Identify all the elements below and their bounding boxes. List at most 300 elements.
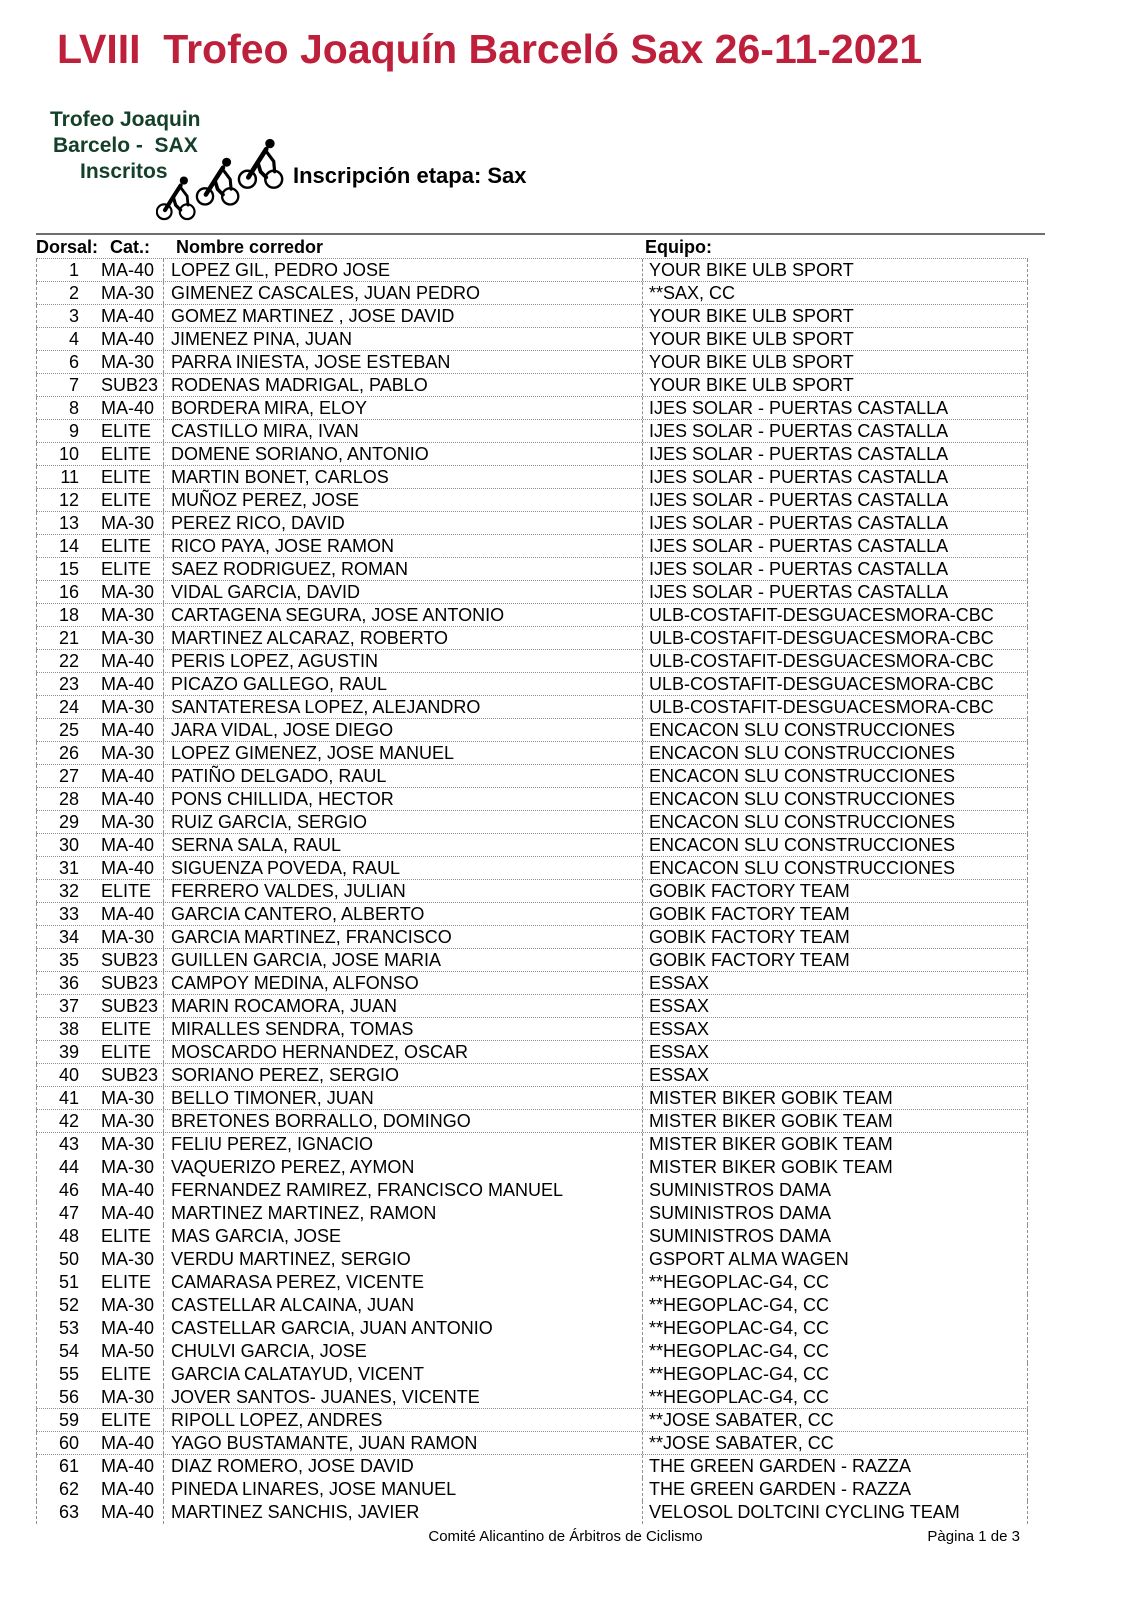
page-title: LVIII Trofeo Joaquín Barceló Sax 26-11-2021 [57,26,923,72]
table-row [36,1087,1028,1110]
team-cell: YOUR BIKE ULB SPORT [642,374,1029,396]
dorsal-number: 63 [58,1502,79,1522]
category-label: ELITE [101,421,152,441]
category-label: MA-30 [101,1157,155,1177]
team-cell: **HEGOPLAC-G4, CC [642,1317,1029,1340]
category-label: ELITE [101,1226,152,1246]
dorsal-number: 36 [58,973,79,993]
rider-name-cell: VERDU MARTINEZ, SERGIO [163,1248,642,1271]
rider-name-cell: JARA VIDAL, JOSE DIEGO [163,719,642,741]
rider-name-cell: MIRALLES SENDRA, TOMAS [163,1018,642,1040]
table-row [36,443,1028,466]
team-cell: **HEGOPLAC-G4, CC [642,1363,1029,1386]
rider-name-cell: CHULVI GARCIA, JOSE [163,1340,642,1363]
category-label: MA-50 [101,1341,155,1361]
rider-name-cell: RIPOLL LOPEZ, ANDRES [163,1409,642,1431]
rider-name-cell: CASTELLAR ALCAINA, JUAN [163,1294,642,1317]
team-cell: GOBIK FACTORY TEAM [642,903,1029,925]
dorsal-number: 21 [58,628,79,648]
table-row [36,857,1028,880]
table-row [36,581,1028,604]
table-row [36,972,1028,995]
rider-name-cell: CASTELLAR GARCIA, JUAN ANTONIO [163,1317,642,1340]
category-label: ELITE [101,1272,152,1292]
rider-name-cell: MUÑOZ PEREZ, JOSE [163,489,642,511]
category-label: SUB23 [101,950,159,970]
category-label: MA-30 [101,1249,155,1269]
rider-name-cell: GUILLEN GARCIA, JOSE MARIA [163,949,642,971]
dorsal-number: 24 [58,697,79,717]
dorsal-number: 14 [58,536,79,556]
rider-name-cell: CAMARASA PEREZ, VICENTE [163,1271,642,1294]
rider-name-cell: GARCIA MARTINEZ, FRANCISCO [163,926,642,948]
table-row [36,903,1028,926]
dorsal-cat-cell [37,259,163,281]
team-cell: SUMINISTROS DAMA [642,1225,1029,1248]
dorsal-number: 30 [58,835,79,855]
dorsal-cat-cell [37,1432,163,1454]
dorsal-cat-cell [37,1133,163,1156]
dorsal-number: 10 [58,444,79,464]
dorsal-cat-cell [37,949,163,971]
dorsal-number: 29 [58,812,79,832]
team-cell: **JOSE SABATER, CC [642,1409,1029,1431]
team-cell: ULB-COSTAFIT-DESGUACESMORA-CBC [642,627,1029,649]
dorsal-cat-cell [37,351,163,373]
dorsal-number: 54 [58,1341,79,1361]
rider-name-cell: MARTIN BONET, CARLOS [163,466,642,488]
rider-name-cell: DIAZ ROMERO, JOSE DAVID [163,1455,642,1478]
table-row [36,1156,1028,1179]
team-cell: YOUR BIKE ULB SPORT [642,328,1029,350]
table-row [36,282,1028,305]
table-row [36,1041,1028,1064]
rider-name-cell: MARTINEZ SANCHIS, JAVIER [163,1501,642,1524]
category-label: MA-30 [101,628,155,648]
rider-name-cell: MARIN ROCAMORA, JUAN [163,995,642,1017]
dorsal-number: 35 [58,950,79,970]
category-label: MA-30 [101,605,155,625]
category-label: SUB23 [101,1065,159,1085]
table-row [36,466,1028,489]
dorsal-cat-cell [37,1179,163,1202]
team-cell: ENCACON SLU CONSTRUCCIONES [642,811,1029,833]
rider-name-cell: VAQUERIZO PEREZ, AYMON [163,1156,642,1179]
rider-name-cell: PATIÑO DELGADO, RAUL [163,765,642,787]
category-label: SUB23 [101,996,159,1016]
dorsal-cat-cell [37,857,163,879]
team-cell: **HEGOPLAC-G4, CC [642,1386,1029,1408]
team-cell: IJES SOLAR - PUERTAS CASTALLA [642,535,1029,557]
table-row [36,1409,1028,1432]
dorsal-number: 59 [58,1410,79,1430]
rider-name-cell: YAGO BUSTAMANTE, JUAN RAMON [163,1432,642,1454]
dorsal-cat-cell [37,1340,163,1363]
category-label: MA-40 [101,904,155,924]
dorsal-cat-cell [37,374,163,396]
dorsal-cat-cell [37,1064,163,1086]
rider-name-cell: MAS GARCIA, JOSE [163,1225,642,1248]
team-cell: MISTER BIKER GOBIK TEAM [642,1087,1029,1109]
dorsal-number: 27 [58,766,79,786]
team-cell: THE GREEN GARDEN - RAZZA [642,1478,1029,1501]
team-cell: IJES SOLAR - PUERTAS CASTALLA [642,397,1029,419]
team-cell: GOBIK FACTORY TEAM [642,949,1029,971]
table-row [36,1110,1028,1133]
category-label: MA-30 [101,927,155,947]
dorsal-number: 25 [58,720,79,740]
rider-name-cell: SERNA SALA, RAUL [163,834,642,856]
footer-committee: Comité Alicantino de Árbitros de Ciclismo [428,1528,703,1545]
category-label: ELITE [101,559,152,579]
dorsal-number: 8 [68,398,79,418]
category-label: MA-30 [101,1295,155,1315]
team-cell: YOUR BIKE ULB SPORT [642,305,1029,327]
category-label: SUB23 [101,973,159,993]
dorsal-number: 37 [58,996,79,1016]
category-label: ELITE [101,1410,152,1430]
table-row [36,949,1028,972]
column-header-dorsal: Dorsal: [36,237,99,257]
dorsal-number: 48 [58,1226,79,1246]
column-header-team: Equipo: [645,237,712,257]
stage-subtitle: Inscripción etapa: Sax [293,163,527,188]
category-label: ELITE [101,467,152,487]
dorsal-number: 13 [58,513,79,533]
team-cell: THE GREEN GARDEN - RAZZA [642,1455,1029,1478]
category-label: MA-40 [101,1180,155,1200]
rider-name-cell: FELIU PEREZ, IGNACIO [163,1133,642,1156]
team-cell: ENCACON SLU CONSTRUCCIONES [642,857,1029,879]
category-label: MA-30 [101,283,155,303]
dorsal-cat-cell [37,1363,163,1386]
dorsal-number: 9 [68,421,79,441]
dorsal-cat-cell [37,443,163,465]
dorsal-cat-cell [37,1087,163,1109]
dorsal-cat-cell [37,903,163,925]
table-row [36,788,1028,811]
category-label: MA-30 [101,697,155,717]
category-label: MA-40 [101,1456,155,1476]
team-cell: MISTER BIKER GOBIK TEAM [642,1110,1029,1132]
dorsal-cat-cell [37,466,163,488]
rider-name-cell: SORIANO PEREZ, SERGIO [163,1064,642,1086]
team-cell: ESSAX [642,1041,1029,1063]
dorsal-cat-cell [37,880,163,902]
rider-name-cell: MARTINEZ ALCARAZ, ROBERTO [163,627,642,649]
category-label: MA-40 [101,1203,155,1223]
dorsal-number: 11 [60,467,79,487]
category-label: MA-30 [101,1111,155,1131]
dorsal-cat-cell [37,834,163,856]
team-cell: YOUR BIKE ULB SPORT [642,259,1029,281]
category-label: MA-40 [101,1502,155,1522]
dorsal-cat-cell [37,581,163,603]
cyclists-climbing-icon [156,136,286,222]
team-cell: IJES SOLAR - PUERTAS CASTALLA [642,581,1029,603]
dorsal-cat-cell [37,1409,163,1431]
rider-name-cell: PONS CHILLIDA, HECTOR [163,788,642,810]
rider-name-cell: GARCIA CALATAYUD, VICENT [163,1363,642,1386]
table-row [36,1202,1028,1225]
header-rule-divider [36,233,1045,235]
table-row [36,535,1028,558]
category-label: MA-30 [101,743,155,763]
rider-name-cell: MOSCARDO HERNANDEZ, OSCAR [163,1041,642,1063]
rider-name-cell: SANTATERESA LOPEZ, ALEJANDRO [163,696,642,718]
rider-name-cell: BORDERA MIRA, ELOY [163,397,642,419]
table-row [36,1064,1028,1087]
dorsal-cat-cell [37,719,163,741]
table-row [36,1478,1028,1501]
dorsal-number: 4 [68,329,79,349]
rider-name-cell: FERRERO VALDES, JULIAN [163,880,642,902]
table-row [36,627,1028,650]
rider-name-cell: PERIS LOPEZ, AGUSTIN [163,650,642,672]
dorsal-number: 39 [58,1042,79,1062]
dorsal-cat-cell [37,765,163,787]
table-row [36,696,1028,719]
team-cell: ENCACON SLU CONSTRUCCIONES [642,834,1029,856]
team-cell: ENCACON SLU CONSTRUCCIONES [642,765,1029,787]
table-row [36,811,1028,834]
dorsal-cat-cell [37,1225,163,1248]
team-cell: IJES SOLAR - PUERTAS CASTALLA [642,512,1029,534]
category-label: MA-40 [101,306,155,326]
dorsal-number: 55 [58,1364,79,1384]
riders-table-rows [36,259,1028,1524]
dorsal-cat-cell [37,1317,163,1340]
dorsal-cat-cell [37,811,163,833]
rider-name-cell: LOPEZ GIMENEZ, JOSE MANUEL [163,742,642,764]
team-cell: IJES SOLAR - PUERTAS CASTALLA [642,443,1029,465]
category-label: MA-40 [101,260,155,280]
dorsal-cat-cell [37,1041,163,1063]
dorsal-cat-cell [37,1110,163,1132]
team-cell: ENCACON SLU CONSTRUCCIONES [642,719,1029,741]
dorsal-number: 42 [58,1111,79,1131]
category-label: MA-40 [101,1433,155,1453]
category-label: MA-30 [101,1088,155,1108]
category-label: MA-30 [101,582,155,602]
dorsal-cat-cell [37,1478,163,1501]
category-label: ELITE [101,536,152,556]
dorsal-cat-cell [37,926,163,948]
footer-page-number: Pàgina 1 de 3 [927,1528,1020,1545]
rider-name-cell: CAMPOY MEDINA, ALFONSO [163,972,642,994]
team-cell: GOBIK FACTORY TEAM [642,880,1029,902]
rider-name-cell: SAEZ RODRIGUEZ, ROMAN [163,558,642,580]
rider-name-cell: RUIZ GARCIA, SERGIO [163,811,642,833]
team-cell: **JOSE SABATER, CC [642,1432,1029,1454]
table-row [36,926,1028,949]
dorsal-cat-cell [37,1202,163,1225]
category-label: ELITE [101,444,152,464]
table-row [36,765,1028,788]
category-label: MA-40 [101,835,155,855]
dorsal-number: 16 [58,582,79,602]
dorsal-cat-cell [37,995,163,1017]
dorsal-cat-cell [37,420,163,442]
dorsal-number: 40 [58,1065,79,1085]
team-cell: GSPORT ALMA WAGEN [642,1248,1029,1271]
dorsal-number: 44 [58,1157,79,1177]
dorsal-cat-cell [37,1386,163,1408]
dorsal-cat-cell [37,512,163,534]
table-row [36,995,1028,1018]
table-row [36,1317,1028,1340]
team-cell: **SAX, CC [642,282,1029,304]
dorsal-number: 47 [58,1203,79,1223]
rider-name-cell: JIMENEZ PINA, JUAN [163,328,642,350]
dorsal-number: 23 [58,674,79,694]
table-row [36,420,1028,443]
rider-name-cell: GIMENEZ CASCALES, JUAN PEDRO [163,282,642,304]
table-row [36,834,1028,857]
category-label: ELITE [101,1019,152,1039]
category-label: MA-30 [101,352,155,372]
dorsal-number: 6 [68,352,79,372]
category-label: MA-40 [101,329,155,349]
rider-name-cell: CASTILLO MIRA, IVAN [163,420,642,442]
dorsal-number: 34 [58,927,79,947]
team-cell: MISTER BIKER GOBIK TEAM [642,1133,1029,1156]
dorsal-cat-cell [37,1501,163,1524]
table-row [36,397,1028,420]
dorsal-number: 61 [58,1456,79,1476]
table-row [36,1133,1028,1156]
dorsal-number: 41 [58,1088,79,1108]
dorsal-cat-cell [37,1156,163,1179]
table-row [36,489,1028,512]
team-cell: ESSAX [642,995,1029,1017]
trophy-logo-line1: Trofeo Joaquin [50,108,201,131]
table-row [36,374,1028,397]
dorsal-cat-cell [37,972,163,994]
dorsal-number: 46 [58,1180,79,1200]
category-label: MA-40 [101,720,155,740]
dorsal-number: 32 [58,881,79,901]
team-cell: YOUR BIKE ULB SPORT [642,351,1029,373]
table-row [36,1501,1028,1524]
table-row [36,673,1028,696]
category-label: MA-40 [101,1479,155,1499]
category-label: MA-40 [101,766,155,786]
team-cell: ESSAX [642,972,1029,994]
table-row [36,328,1028,351]
category-label: MA-40 [101,651,155,671]
dorsal-number: 1 [68,260,79,280]
dorsal-number: 18 [58,605,79,625]
table-row [36,558,1028,581]
column-header-rider-name: Nombre corredor [176,237,324,257]
rider-name-cell: RICO PAYA, JOSE RAMON [163,535,642,557]
dorsal-cat-cell [37,1294,163,1317]
rider-name-cell: GOMEZ MARTINEZ , JOSE DAVID [163,305,642,327]
rider-name-cell: PICAZO GALLEGO, RAUL [163,673,642,695]
dorsal-cat-cell [37,604,163,626]
dorsal-number: 60 [58,1433,79,1453]
dorsal-number: 3 [68,306,79,326]
dorsal-cat-cell [37,650,163,672]
dorsal-cat-cell [37,397,163,419]
dorsal-number: 22 [58,651,79,671]
dorsal-cat-cell [37,627,163,649]
category-label: MA-30 [101,513,155,533]
team-cell: ULB-COSTAFIT-DESGUACESMORA-CBC [642,696,1029,718]
trophy-logo-line3: Inscritos [80,160,168,183]
table-row [36,1363,1028,1386]
team-cell: VELOSOL DOLTCINI CYCLING TEAM [642,1501,1029,1524]
team-cell: ULB-COSTAFIT-DESGUACESMORA-CBC [642,604,1029,626]
dorsal-cat-cell [37,558,163,580]
riders-table [36,258,1028,1524]
team-cell: ULB-COSTAFIT-DESGUACESMORA-CBC [642,673,1029,695]
team-cell: ENCACON SLU CONSTRUCCIONES [642,742,1029,764]
trophy-logo-line2: Barcelo - SAX [53,134,198,157]
category-label: ELITE [101,1042,152,1062]
dorsal-number: 7 [68,375,79,395]
category-label: ELITE [101,490,152,510]
table-row [36,1271,1028,1294]
table-row [36,1179,1028,1202]
dorsal-number: 31 [58,858,79,878]
table-row [36,259,1028,282]
table-row [36,1225,1028,1248]
rider-name-cell: VIDAL GARCIA, DAVID [163,581,642,603]
column-header-category: Cat.: [110,237,150,257]
category-label: MA-40 [101,1318,155,1338]
team-cell: IJES SOLAR - PUERTAS CASTALLA [642,420,1029,442]
dorsal-cat-cell [37,282,163,304]
category-label: MA-40 [101,398,155,418]
table-row [36,719,1028,742]
team-cell: SUMINISTROS DAMA [642,1202,1029,1225]
dorsal-number: 53 [58,1318,79,1338]
dorsal-number: 62 [58,1479,79,1499]
category-label: SUB23 [101,375,159,395]
dorsal-cat-cell [37,489,163,511]
dorsal-cat-cell [37,305,163,327]
table-row [36,1455,1028,1478]
category-label: MA-40 [101,789,155,809]
dorsal-cat-cell [37,742,163,764]
table-row [36,650,1028,673]
dorsal-cat-cell [37,1455,163,1478]
rider-name-cell: GARCIA CANTERO, ALBERTO [163,903,642,925]
dorsal-number: 43 [58,1134,79,1154]
rider-name-cell: JOVER SANTOS- JUANES, VICENTE [163,1386,642,1408]
dorsal-number: 50 [58,1249,79,1269]
team-cell: **HEGOPLAC-G4, CC [642,1271,1029,1294]
dorsal-number: 26 [58,743,79,763]
rider-name-cell: CARTAGENA SEGURA, JOSE ANTONIO [163,604,642,626]
category-label: ELITE [101,1364,152,1384]
team-cell: GOBIK FACTORY TEAM [642,926,1029,948]
table-row [36,512,1028,535]
team-cell: SUMINISTROS DAMA [642,1179,1029,1202]
rider-name-cell: BRETONES BORRALLO, DOMINGO [163,1110,642,1132]
table-row [36,742,1028,765]
team-cell: **HEGOPLAC-G4, CC [642,1340,1029,1363]
dorsal-cat-cell [37,328,163,350]
table-row [36,351,1028,374]
rider-name-cell: LOPEZ GIL, PEDRO JOSE [163,259,642,281]
rider-name-cell: DOMENE SORIANO, ANTONIO [163,443,642,465]
dorsal-number: 56 [58,1387,79,1407]
dorsal-cat-cell [37,673,163,695]
team-cell: **HEGOPLAC-G4, CC [642,1294,1029,1317]
